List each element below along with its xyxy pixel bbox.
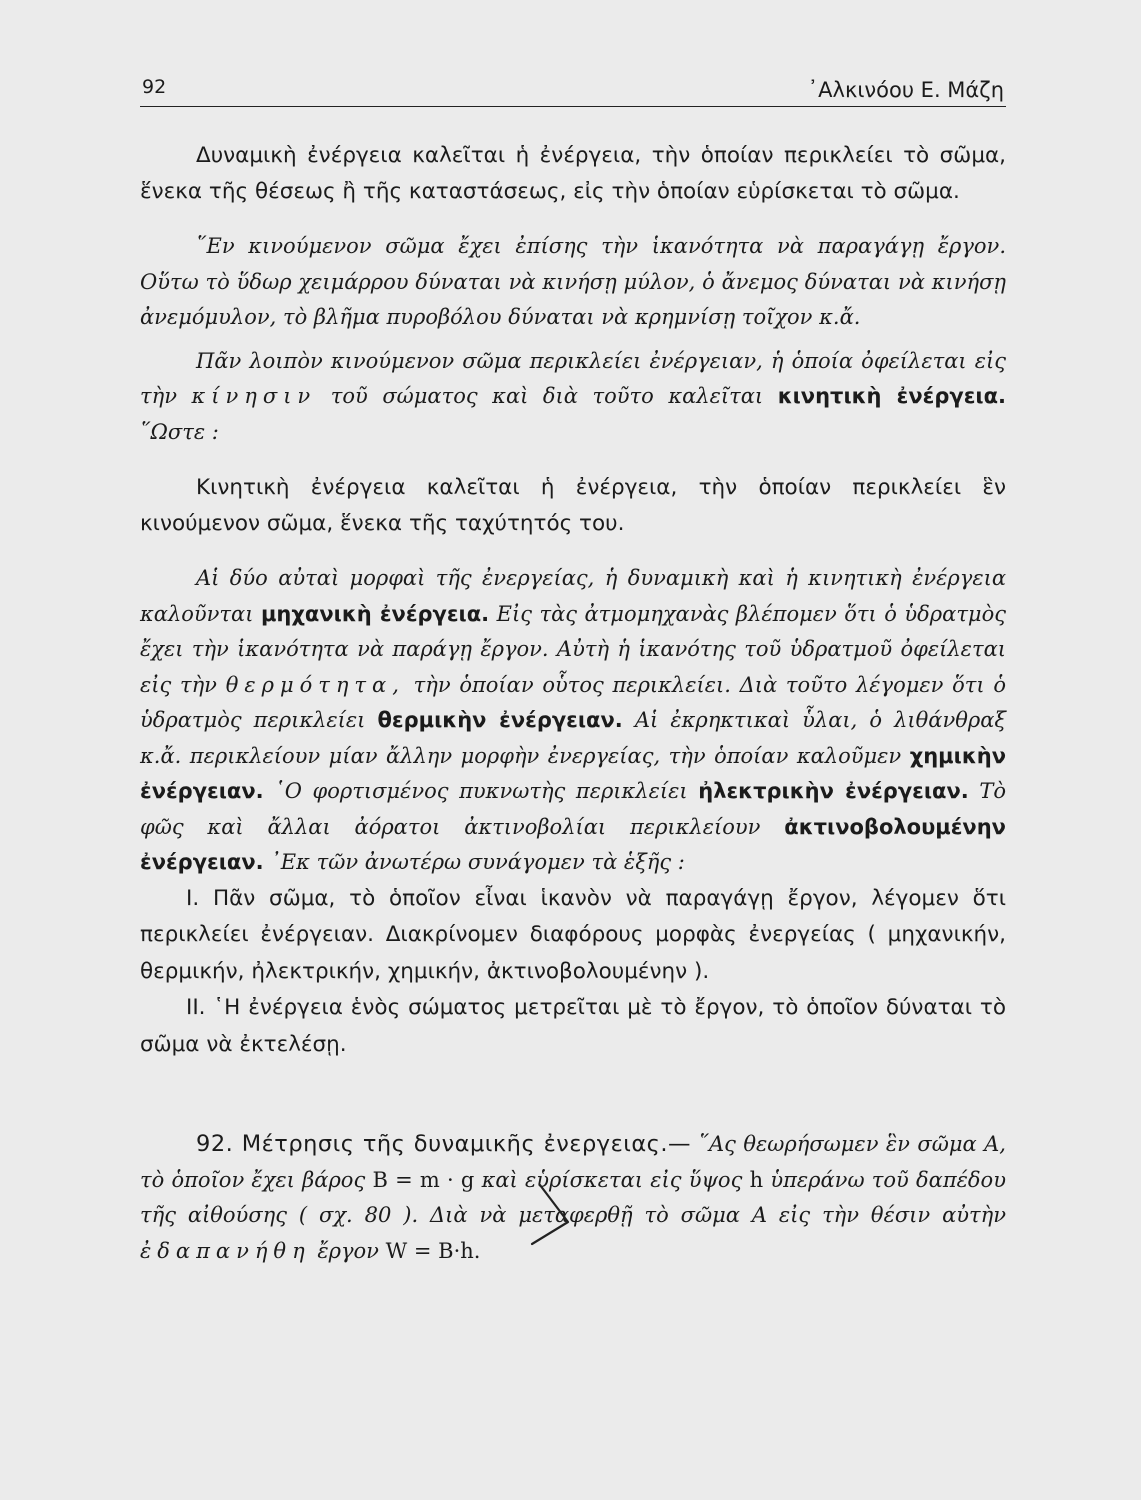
text-segment: ῞Ωστε : bbox=[140, 419, 219, 444]
text-segment: ὑπεράνω τοῦ δαπέδου τῆς αἰθούσης ( σχ. 80 ). Διὰ νὰ μεταφερθῇ τὸ σῶμα Α εἰς τὴν θέσιν αὐτὴν bbox=[140, 1167, 1006, 1227]
paragraph-kinetic-intro bbox=[140, 344, 1006, 451]
running-header bbox=[140, 76, 1006, 107]
text-segment: ῞Ας θεωρήσωμεν ἓν σῶμα Α, τὸ ὁποῖον ἔχει βάρος bbox=[140, 1132, 1006, 1192]
emphasis-spaced: θερμότητα, bbox=[225, 672, 405, 697]
text-segment: Πᾶν λοιπὸν κινούμενον σῶμα περικλείει ἐνέργειαν, ἡ ὁποία ὀφείλεται εἰς τὴν bbox=[140, 348, 1006, 408]
definition-kinetic-energy: Κινητικὴ ἐνέργεια καλεῖται ἡ ἐνέργεια, τὴν ὁποίαν περικλείει ἓν κινούμενον σῶμα, ἕνεκα τῆς ταχύτητός του. bbox=[140, 475, 1006, 536]
formula-work: W = B·h. bbox=[385, 1238, 481, 1263]
conclusion-item-2: ΙΙ. ῾Η ἐνέργεια ἑνὸς σώματος μετρεῖται μὲ τὸ ἔργον, τὸ ὁποῖον δύναται τὸ σῶμα νὰ ἐκτελέσῃ. bbox=[140, 995, 1006, 1057]
definition-potential-energy: Δυναμικὴ ἐνέργεια καλεῖται ἡ ἐνέργεια, τὴν ὁποίαν περικλείει τὸ σῶμα, ἕνεκα τῆς θέσεως ἢ τῆς καταστάσεως, εἰς τὴν ὁποίαν εὑρίσκεται τὸ σῶμα. bbox=[140, 143, 1006, 204]
text-segment: τοῦ σώματος καὶ διὰ τοῦτο καλεῖται bbox=[330, 384, 764, 408]
term-radiant-energy: ἀκτινοβολουμένην ἐνέργειαν. bbox=[140, 814, 1006, 874]
text-segment: ἔργον bbox=[317, 1238, 379, 1263]
emphasis-spaced: κίνησιν bbox=[191, 384, 317, 408]
text-segment: ῾Ο φορτισμένος πυκνωτὴς περικλείει bbox=[274, 779, 688, 803]
running-head-author: ᾿Αλκινόου Ε. Μάζη bbox=[807, 78, 1004, 102]
formula-weight: Β = m · g bbox=[372, 1167, 475, 1192]
term-electrical-energy: ἠλεκτρικὴν ἐνέργειαν. bbox=[698, 779, 969, 803]
term-kinetic-energy: κινητικὴ ἐνέργεια. bbox=[777, 384, 1006, 408]
term-chemical-energy: χημικὴν ἐνέργειαν. bbox=[140, 743, 1006, 803]
text-segment: ᾿Εκ τῶν ἀνωτέρω συνάγομεν τὰ ἑξῆς : bbox=[270, 850, 685, 874]
text-segment: καὶ εὑρίσκεται εἰς ὕψος bbox=[481, 1167, 743, 1192]
text-segment: Τὸ φῶς καὶ ἄλλαι ἀόρατοι ἀκτινοβολίαι περικλείουν bbox=[140, 779, 1006, 839]
section-title: 92. Μέτρησις τῆς δυναμικῆς ἐνεργειας.— bbox=[196, 1131, 692, 1157]
term-thermal-energy: θερμικὴν ἐνέργειαν. bbox=[377, 708, 623, 732]
text-segment: Αἱ δύο αὐταὶ μορφαὶ τῆς ἐνεργείας, ἡ δυναμικὴ καὶ ἡ κινητικὴ ἐνέργεια καλοῦνται bbox=[140, 566, 1006, 626]
page-body bbox=[140, 138, 1006, 1269]
text-segment: Εἰς τὰς ἀτμομηχανὰς βλέπομεν ὅτι ὁ ὑδρατμὸς ἔχει τὴν ἱκανότητα νὰ παράγῃ ἔργον. Αὐτὴ ἡ ἱκανότης τοῦ ὑδρατμοῦ ὀφείλεται εἰς τὴν bbox=[140, 601, 1006, 697]
paragraph-moving-body: ῞Εν κινούμενον σῶμα ἔχει ἐπίσης τὴν ἱκανότητα νὰ παραγάγῃ ἔργον. Οὕτω τὸ ὕδωρ χειμάρρου δύναται νὰ κινήσῃ μύλον, ὁ ἄνεμος δύναται νὰ κινήσῃ ἀνεμόμυλον, τὸ βλῆμα πυροβόλου δύναται νὰ κρημνίσῃ τοῖχον κ.ἄ. bbox=[140, 234, 1006, 329]
emphasis-spaced: ἐδαπανήθη bbox=[140, 1238, 311, 1263]
text-segment: Αἱ ἐκρηκτικαὶ ὗλαι, ὁ λιθάνθραξ κ.ἄ. περικλείουν μίαν ἄλλην μορφὴν ἐνεργείας, τὴν ὁποίαν καλοῦμεν bbox=[140, 708, 1006, 768]
variable-h: h bbox=[749, 1167, 764, 1192]
text-segment: τὴν ὁποίαν οὗτος περικλείει. Διὰ τοῦτο λέγομεν ὅτι ὁ ὑδρατμὸς περικλείει bbox=[140, 672, 1006, 732]
paragraph-energy-forms bbox=[140, 561, 1006, 881]
conclusion-item-1: Ι. Πᾶν σῶμα, τὸ ὁποῖον εἶναι ἱκανὸν νὰ παραγάγῃ ἔργον, λέγομεν ὅτι περικλείει ἐνέργειαν. Διακρίνομεν διαφόρους μορφὰς ἐνεργείας ( μηχανικήν, θερμικήν, ἠλεκτρικήν, χημικήν, ἀκτινοβολουμένην ). bbox=[140, 885, 1006, 984]
term-mechanical-energy: μηχανικὴ ἐνέργεια. bbox=[260, 601, 490, 626]
handwritten-check-mark bbox=[520, 1180, 590, 1250]
page-number: 92 bbox=[142, 76, 167, 98]
